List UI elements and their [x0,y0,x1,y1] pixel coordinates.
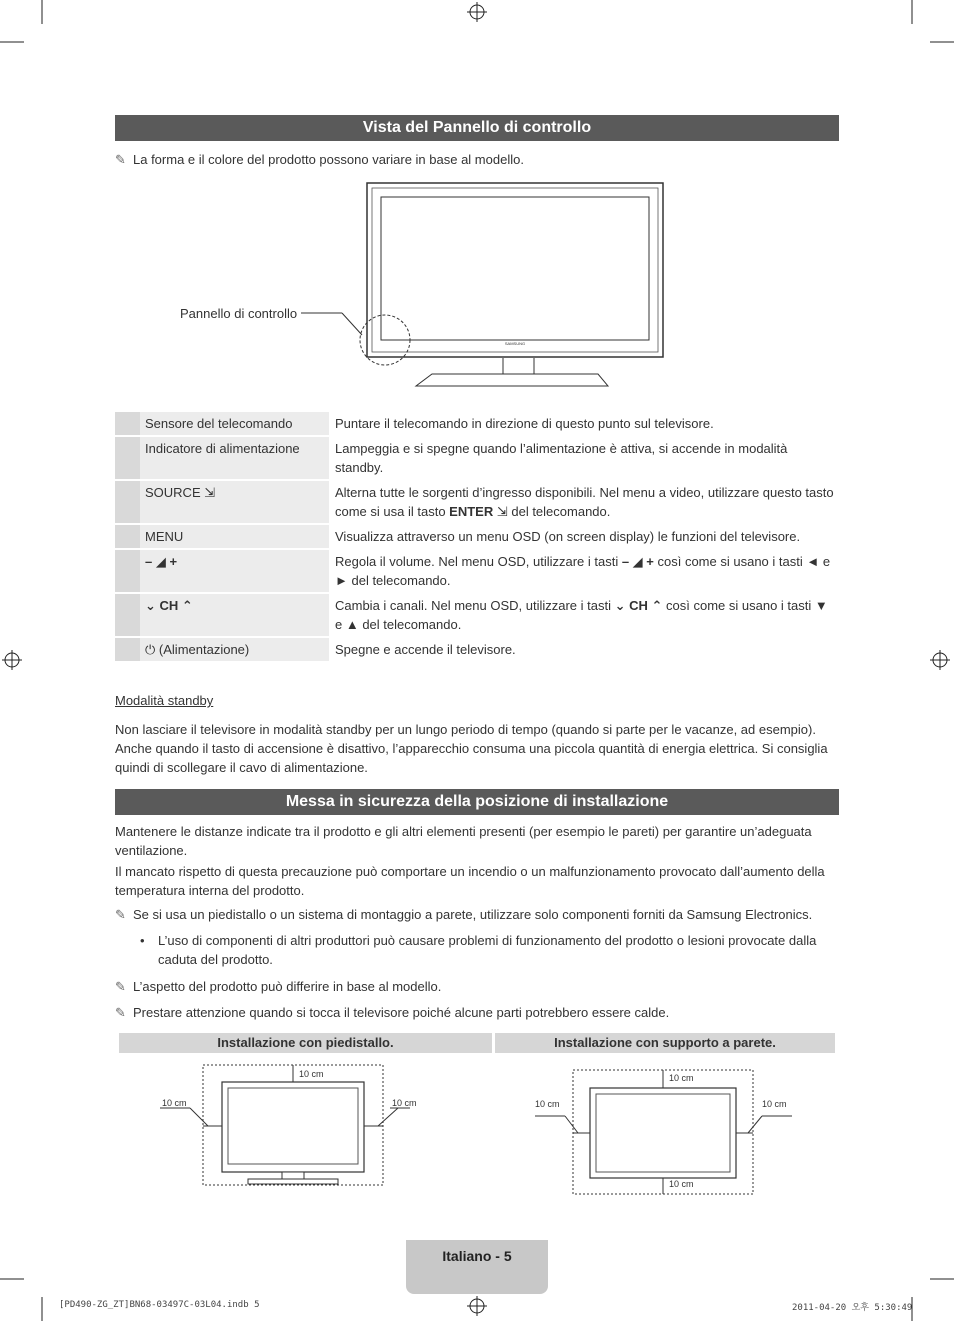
table-row [115,638,839,661]
table-row [115,594,839,636]
control-name: (Alimentazione) [158,642,250,657]
channel-control-name: ⌄ CH ⌃ [140,594,329,636]
source-icon: ⇲ [204,485,216,500]
dist-right-stand: 10 cm [392,1098,417,1108]
dist-right-wall: 10 cm [762,1099,787,1109]
note-shape-color: ✎ La forma e il colore del prodotto possono variare in base al modello. [115,152,524,167]
table-row [115,525,839,548]
control-desc: Spegne e accende il televisore. [335,642,516,657]
control-desc: Puntare il telecomando in direzione di questo punto sul televisore. [335,416,714,431]
pencil-note-icon: ✎ [115,1005,126,1020]
control-desc: Regola il volume. Nel menu OSD, utilizzare i tasti – ◢ + così come si usano i tasti ◄ e ► del telecomando. [335,554,831,588]
table-row [115,550,839,592]
note-hot-parts: ✎ Prestare attenzione quando si tocca il televisore poiché alcune parti potrebbero essere calde. [115,1005,670,1020]
note-samsung-parts: ✎ Se si usa un piedistallo o un sistema di montaggio a parete, utilizzare solo componenti forniti da Samsung Electronics. [115,907,813,922]
wall-install-diagram [530,1065,800,1200]
control-desc: Visualizza attraverso un menu OSD (on screen display) le funzioni del televisore. [335,529,801,544]
dist-left-wall: 10 cm [535,1099,560,1109]
control-name: Sensore del telecomando [140,412,329,435]
control-name: MENU [140,525,329,548]
section-title-installation: Messa in sicurezza della posizione di installazione [115,789,839,815]
enter-icon: ⇲ [496,504,508,519]
footer-filename: [PD490-ZG_ZT]BN68-03497C-03L04.indb 5 [59,1300,260,1310]
control-name: Indicatore di alimentazione [140,437,329,479]
bullet-icon: • [140,933,145,948]
tv-front-illustration [170,178,670,393]
callout-control-panel: Pannello di controllo [180,306,298,321]
dist-bottom-wall: 10 cm [669,1179,694,1189]
standby-text: Non lasciare il televisore in modalità standby per un lungo periodo di tempo (quando si parte per le vacanze, ad esempio). Anche quando il tasto di accensione è disattivo, l’apparecchio consuma una piccola quantità di energia elettrica. Si consiglia quindi di scollegare il cavo di alimentazione. [115,722,828,775]
control-desc: Alterna tutte le sorgenti d’ingresso disponibili. Nel menu a video, utilizzare questo tasto come si usa il tasto ENTER ⇲ del telecomando. [335,485,834,519]
pencil-note-icon: ✎ [115,979,126,994]
control-desc: Cambia i canali. Nel menu OSD, utilizzare i tasti ⌄ CH ⌃ così come si usano i tasti ▼ e ▲ del telecomando. [335,598,828,632]
brand-logo: SAMSUNG [504,341,526,346]
dist-top-wall: 10 cm [669,1073,694,1083]
bullet-other-parts: • L’uso di componenti di altri produttori può causare problemi di funzionamento del prodotto o lesioni provocate dalla caduta del prodotto. [140,933,817,967]
footer-timestamp: 2011-04-20 오후 5:30:49 [792,1303,913,1313]
dist-left-stand: 10 cm [162,1098,187,1108]
power-icon: ⏻ [145,642,156,657]
standby-heading: Modalità standby [115,693,214,708]
volume-control-name: – ◢ + [140,550,329,592]
control-desc: Lampeggia e si spegne quando l’alimentazione è attiva, si accende in modalità standby. [335,441,788,475]
table-row [115,481,839,523]
control-panel-table [115,410,839,663]
header-stand-install: Installazione con piedistallo. [119,1033,492,1053]
table-row [115,437,839,479]
pencil-note-icon: ✎ [115,907,126,922]
paragraph-warning: Il mancato rispetto di questa precauzione può comportare un incendio o un malfunzionamento provocato dall’aumento della temperatura interna del prodotto. [115,864,825,898]
control-name: SOURCE [145,485,201,500]
paragraph-ventilation: Mantenere le distanze indicate tra il prodotto e gli altri elementi presenti (per esempio le pareti) per garantire un’adeguata ventilazione. [115,824,812,858]
section-title-control-panel: Vista del Pannello di controllo [115,115,839,141]
note-appearance: ✎ L’aspetto del prodotto può differire in base al modello. [115,979,442,994]
pencil-note-icon: ✎ [115,152,126,167]
header-wall-install: Installazione con supporto a parete. [495,1033,835,1053]
page-number-tab: Italiano - 5 [406,1240,548,1294]
stand-install-diagram [150,1060,410,1190]
table-row [115,412,839,435]
dist-top-stand: 10 cm [299,1069,324,1079]
